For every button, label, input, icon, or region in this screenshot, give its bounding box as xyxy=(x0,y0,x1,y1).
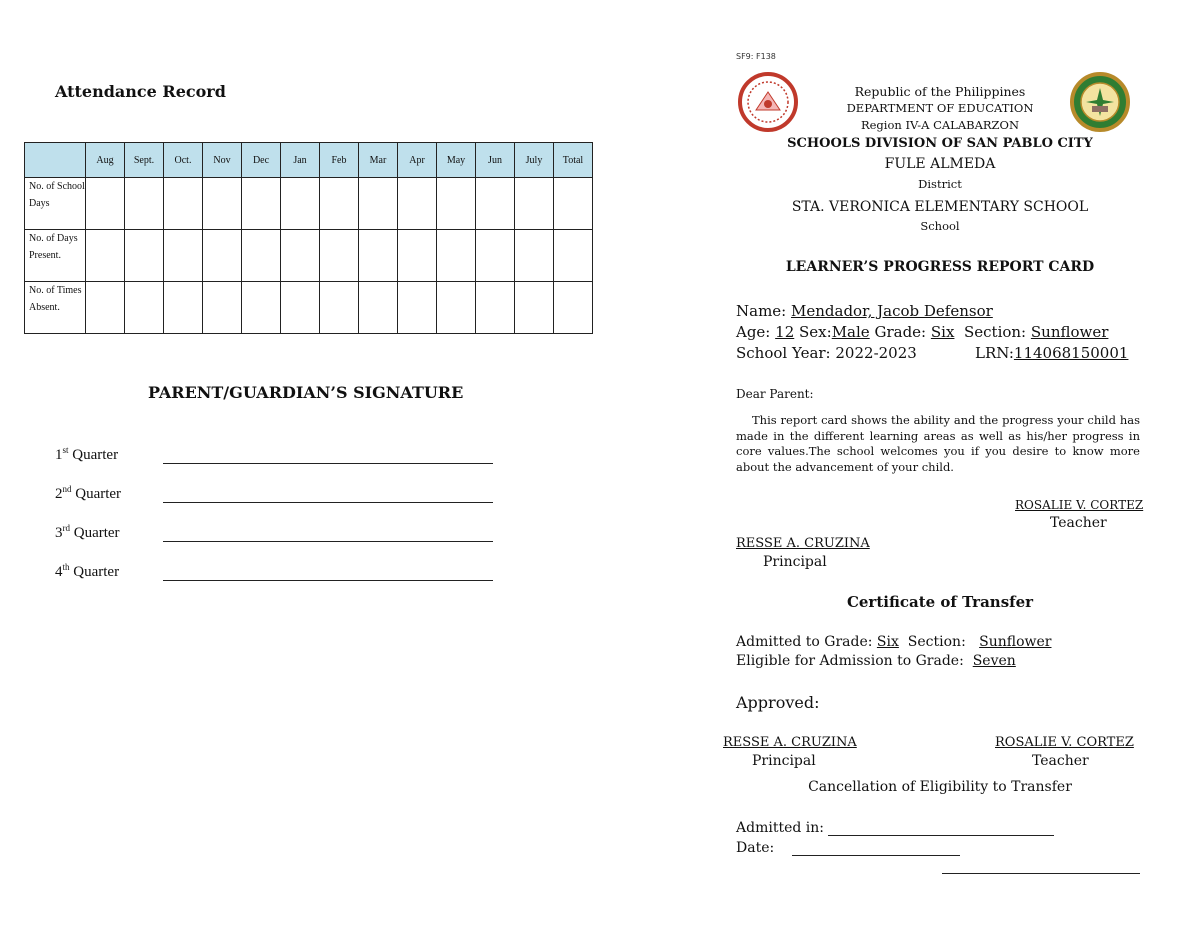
district-label: District xyxy=(918,177,962,191)
month-header: Oct. xyxy=(164,143,203,178)
district-name: FULE ALMEDA xyxy=(884,156,996,172)
quarter-signature-row xyxy=(55,484,493,503)
school-label: School xyxy=(920,219,960,233)
date-line xyxy=(736,840,960,856)
header-deped: DEPARTMENT OF EDUCATION xyxy=(846,101,1034,115)
quarter-signature-row xyxy=(55,445,493,464)
attendance-corner-cell xyxy=(25,143,86,178)
lrn-value: 114068150001 xyxy=(1013,344,1129,362)
header-division: SCHOOLS DIVISION OF SAN PABLO CITY xyxy=(787,136,1093,151)
month-header: Nov xyxy=(203,143,242,178)
month-header: Mar xyxy=(359,143,398,178)
header-republic: Republic of the Philippines xyxy=(854,84,1026,99)
cert-teacher-name: ROSALIE V. CORTEZ xyxy=(995,735,1134,750)
student-section: Sunflower xyxy=(1030,323,1109,341)
school-year: 2022-2023 xyxy=(835,344,917,362)
section-label: Section: xyxy=(963,323,1027,341)
month-header: Total xyxy=(554,143,593,178)
cert-principal-label: Principal xyxy=(752,753,816,769)
admitted-grade-line xyxy=(736,634,1052,650)
teacher-name: ROSALIE V. CORTEZ xyxy=(1015,498,1144,512)
admitted-label: Admitted to Grade: xyxy=(736,634,873,650)
row-label: No. of Days Present. xyxy=(25,230,86,282)
month-header: July xyxy=(515,143,554,178)
admitted-in-label: Admitted in: xyxy=(736,820,824,836)
eligible-label: Eligible for Admission to Grade: xyxy=(736,653,964,669)
principal-label: Principal xyxy=(763,554,827,570)
quarter-suffix: th xyxy=(62,562,70,572)
cert-teacher-label: Teacher xyxy=(1032,753,1089,769)
eligible-grade: Seven xyxy=(972,653,1016,669)
signature-line[interactable] xyxy=(163,486,493,503)
row-label: No. of Times Absent. xyxy=(25,282,86,334)
certificate-section-label: Section: xyxy=(907,634,966,650)
month-header: Aug xyxy=(86,143,125,178)
form-code: SF9: F138 xyxy=(736,52,776,61)
student-grade: Six xyxy=(930,323,955,341)
cancellation-title: Cancellation of Eligibility to Transfer xyxy=(808,779,1072,795)
month-header: Jun xyxy=(476,143,515,178)
date-label: Date: xyxy=(736,840,775,856)
name-label: Name: xyxy=(736,302,787,320)
admitted-grade: Six xyxy=(876,634,899,650)
row-label: No. of School Days xyxy=(25,178,86,230)
school-year-line xyxy=(736,344,917,362)
certificate-title: Certificate of Transfer xyxy=(846,593,1034,611)
month-header: Apr xyxy=(398,143,437,178)
quarter-label: Quarter xyxy=(72,447,119,463)
header-region: Region IV-A CALABARZON xyxy=(860,118,1020,132)
quarter-label: Quarter xyxy=(73,564,120,580)
school-name: STA. VERONICA ELEMENTARY SCHOOL xyxy=(791,199,1089,215)
age-label: Age: xyxy=(736,323,771,341)
quarter-number: 3 xyxy=(55,525,63,541)
eligible-grade-line xyxy=(736,653,1016,669)
letter-salutation: Dear Parent: xyxy=(736,387,814,401)
month-header: Feb xyxy=(320,143,359,178)
cert-principal-name: RESSE A. CRUZINA xyxy=(723,735,857,750)
month-header: May xyxy=(437,143,476,178)
month-header: Jan xyxy=(281,143,320,178)
quarter-number: 4 xyxy=(55,564,63,580)
admitted-in-field[interactable] xyxy=(828,835,1054,836)
card-title: LEARNER’S PROGRESS REPORT CARD xyxy=(785,259,1095,275)
attendance-header-row xyxy=(25,143,593,178)
approved-label: Approved: xyxy=(736,693,820,712)
date-field[interactable] xyxy=(792,855,960,856)
signature-title: PARENT/GUARDIAN’S SIGNATURE xyxy=(148,383,464,402)
quarter-suffix: rd xyxy=(62,523,70,533)
month-header: Sept. xyxy=(125,143,164,178)
signature-line[interactable] xyxy=(163,525,493,542)
grade-label: Grade: xyxy=(874,323,927,341)
quarter-number: 2 xyxy=(55,486,63,502)
quarter-signature-row xyxy=(55,523,493,542)
attendance-title: Attendance Record xyxy=(55,82,226,101)
letter-body: This report card shows the ability and the progress your child has made in the different learning areas as well as his/her progress in core values.The school welcomes you if you desire to know more about the advancement of your child. xyxy=(736,413,1140,474)
student-name-line xyxy=(736,302,993,320)
quarter-suffix: nd xyxy=(62,484,72,494)
signature-line[interactable] xyxy=(942,873,1140,874)
certificate-section: Sunflower xyxy=(979,634,1052,650)
table-row xyxy=(25,178,593,230)
student-details-line xyxy=(736,323,1108,341)
student-sex: Male xyxy=(831,323,870,341)
student-age: 12 xyxy=(775,323,795,341)
lrn-line xyxy=(975,344,1128,362)
quarter-signature-row xyxy=(55,562,493,581)
principal-name: RESSE A. CRUZINA xyxy=(736,536,870,551)
signature-line[interactable] xyxy=(163,447,493,464)
signature-line[interactable] xyxy=(163,564,493,581)
sex-label: Sex: xyxy=(799,323,832,341)
lrn-label: LRN: xyxy=(975,344,1014,362)
teacher-label: Teacher xyxy=(1050,515,1107,531)
attendance-table xyxy=(24,142,593,334)
quarter-label: Quarter xyxy=(75,486,122,502)
table-row xyxy=(25,282,593,334)
quarter-number: 1 xyxy=(55,447,63,463)
school-year-label: School Year: xyxy=(736,344,831,362)
table-row xyxy=(25,230,593,282)
admitted-in-line xyxy=(736,820,1054,836)
student-name: Mendador, Jacob Defensor xyxy=(791,302,993,320)
quarter-label: Quarter xyxy=(73,525,120,541)
quarter-suffix: st xyxy=(62,445,69,455)
month-header: Dec xyxy=(242,143,281,178)
